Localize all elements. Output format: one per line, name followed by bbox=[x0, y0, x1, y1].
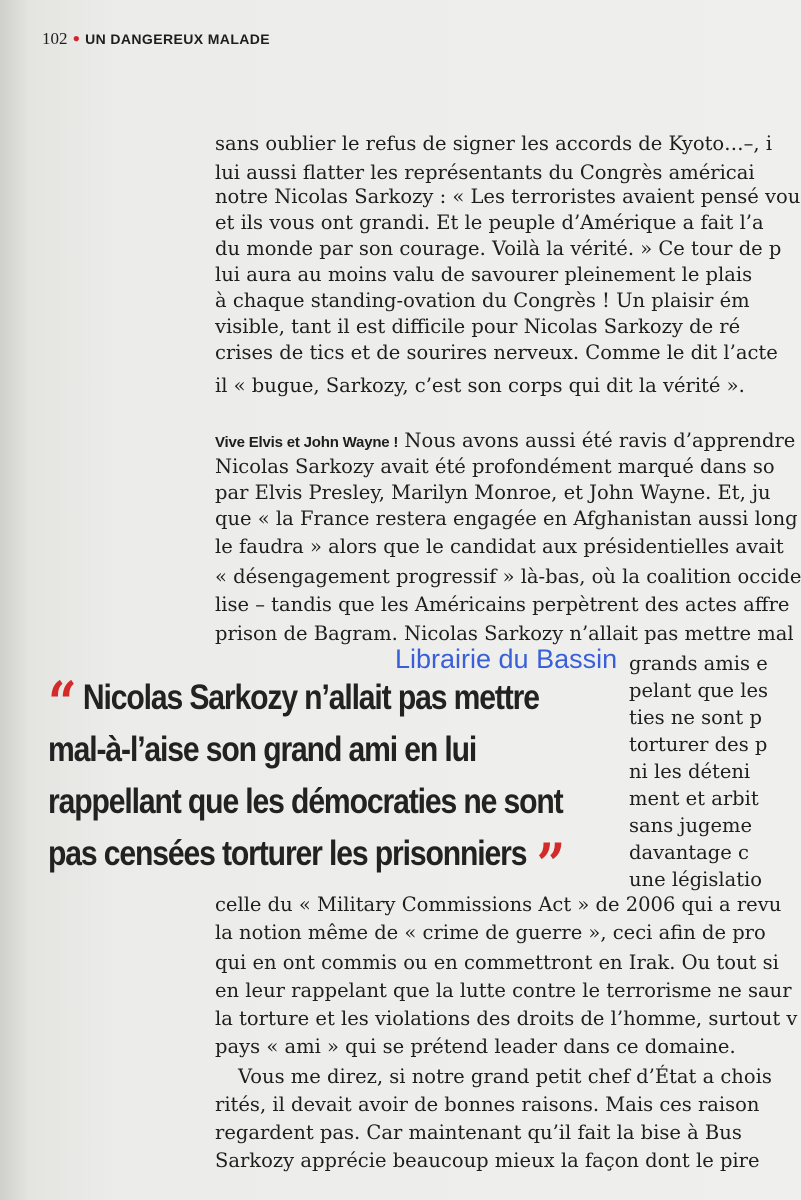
text-line: notre Nicolas Sarkozy : « Les terroristes avaient pensé vou bbox=[215, 185, 801, 208]
text-line: davantage c bbox=[629, 841, 749, 864]
text-line: et ils vous ont grandi. Et le peuple d’Amérique a fait l’a bbox=[215, 211, 764, 234]
text-line: regardent pas. Car maintenant qu’il fait la bise à Bus bbox=[215, 1121, 742, 1144]
text-line: il « bugue, Sarkozy, c’est son corps qui dit la vérité ». bbox=[215, 374, 745, 397]
text-line: grands amis e bbox=[629, 652, 768, 675]
text-line: qui en ont commis ou en commettront en Irak. Ou tout si bbox=[215, 951, 779, 974]
open-quote-mark: “ bbox=[48, 669, 76, 737]
text-line: ni les déteni bbox=[629, 760, 751, 783]
text-line: la torture et les violations des droits de l’homme, surtout v bbox=[215, 1007, 798, 1030]
bookstore-watermark: Librairie du Bassin bbox=[395, 644, 618, 674]
chapter-title: UN DANGEREUX MALADE bbox=[85, 31, 271, 47]
text-line: lise – tandis que les Américains perpètrent des actes affre bbox=[215, 593, 790, 616]
text-line: ment et arbit bbox=[629, 787, 759, 810]
text-line: pays « ami » qui se prétend leader dans ce domaine. bbox=[215, 1035, 736, 1058]
text-line: que « la France restera engagée en Afghanistan aussi long bbox=[215, 507, 798, 530]
text-line: celle du « Military Commissions Act » de 2006 qui a revu bbox=[215, 893, 782, 916]
header-separator: • bbox=[71, 30, 82, 48]
section-first-line bbox=[215, 428, 795, 456]
pull-quote-line: pas censées torturer les prisonniers bbox=[48, 834, 527, 873]
pull-quote-line: mal-à-l’aise son grand ami en lui bbox=[48, 730, 477, 769]
text-line: par Elvis Presley, Marilyn Monroe, et John Wayne. Et, ju bbox=[215, 481, 771, 504]
text-line: Nicolas Sarkozy avait été profondément marqué dans so bbox=[215, 455, 775, 478]
text-line: Sarkozy apprécie beaucoup mieux la façon dont le pire bbox=[215, 1149, 760, 1172]
section-lead: Vive Elvis et John Wayne ! bbox=[215, 434, 399, 451]
close-quote-mark: ” bbox=[536, 831, 565, 899]
page-number: 102 bbox=[42, 29, 68, 48]
pull-quote bbox=[48, 669, 565, 899]
section-first-line-text: Nous avons aussi été ravis d’apprendre bbox=[404, 429, 796, 452]
text-line: du monde par son courage. Voilà la vérité. » Ce tour de p bbox=[215, 237, 782, 260]
pull-quote-line: rappellant que les démocraties ne sont bbox=[48, 782, 563, 821]
text-line: la notion même de « crime de guerre », ceci afin de pro bbox=[215, 921, 766, 944]
text-line: ties ne sont p bbox=[629, 706, 762, 729]
text-line: une législatio bbox=[629, 868, 763, 891]
text-line: à chaque standing-ovation du Congrès ! Un plaisir ém bbox=[215, 289, 750, 312]
text-line: lui aura au moins valu de savourer pleinement le plais bbox=[215, 263, 753, 286]
text-line: pelant que les bbox=[629, 679, 769, 702]
text-line: lui aussi flatter les représentants du Congrès américai bbox=[215, 161, 755, 184]
text-line: sans oublier le refus de signer les accords de Kyoto…–, i bbox=[215, 132, 773, 155]
text-line: le faudra » alors que le candidat aux présidentielles avait bbox=[215, 535, 784, 558]
text-line: en leur rappelant que la lutte contre le terrorisme ne saur bbox=[215, 979, 792, 1002]
text-line: visible, tant il est difficile pour Nicolas Sarkozy de ré bbox=[215, 315, 741, 338]
running-header bbox=[42, 29, 270, 49]
pull-quote-line: Nicolas Sarkozy n’allait pas mettre bbox=[82, 678, 539, 717]
text-line: prison de Bagram. Nicolas Sarkozy n’allait pas mettre mal bbox=[215, 622, 794, 645]
text-line: sans jugeme bbox=[629, 814, 753, 837]
text-line: Vous me direz, si notre grand petit chef d’État a chois bbox=[238, 1065, 772, 1088]
text-line: torturer des p bbox=[629, 733, 768, 756]
text-line: rités, il devait avoir de bonnes raisons. Mais ces raison bbox=[215, 1093, 760, 1116]
text-line: crises de tics et de sourires nerveux. Comme le dit l’acte bbox=[215, 341, 778, 364]
text-line: « désengagement progressif » là-bas, où la coalition occide bbox=[215, 565, 801, 588]
